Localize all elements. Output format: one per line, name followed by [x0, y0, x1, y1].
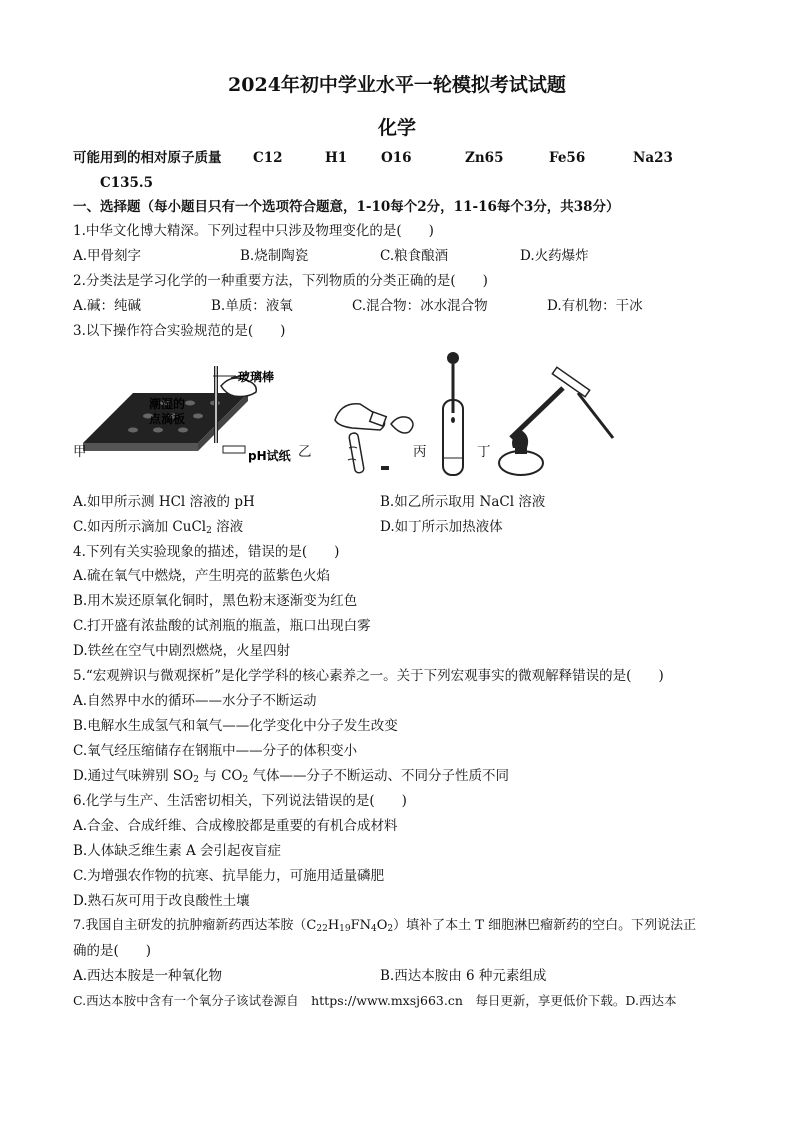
fig-label-jia: 甲 [73, 444, 87, 460]
heating-figure [499, 367, 613, 475]
q6-option-a: A.合金、合成纤维、合成橡胶都是重要的有机合成材料 [73, 818, 398, 834]
fig-label-bing: 丙 [413, 444, 427, 460]
dropper-figure [443, 352, 463, 475]
q3-figure [73, 348, 633, 483]
q3-option-d: D.如丁所示加热液体 [380, 519, 503, 535]
ph-paper-label: pH试纸 [248, 449, 291, 463]
q6-option-c: C.为增强农作物的抗寒、抗旱能力，可施用适量磷肥 [73, 868, 385, 884]
atomic-mass-zn: Zn65 [465, 150, 504, 166]
atomic-mass-na: Na23 [633, 150, 673, 166]
q1-option-a: A.甲骨刻字 [73, 248, 142, 264]
q5-option-d: D.通过气味辨别 $SO_2$ 与 $CO_2$ 气体——分子不断运动、不同分子性质不同 [73, 768, 509, 785]
q5-option-a: A.自然界中水的循环——水分子不断运动 [73, 693, 317, 709]
q6-option-b: B.人体缺乏维生素 A 会引起夜盲症 [73, 843, 282, 859]
q2-stem: 2.分类法是学习化学的一种重要方法，下列物质的分类正确的是( ) [73, 273, 488, 289]
q6-option-d: D.熟石灰可用于改良酸性土壤 [73, 893, 250, 909]
atomic-mass-c: C12 [253, 150, 283, 166]
q5-option-b: B.电解水生成氢气和氧气——化学变化中分子发生改变 [73, 718, 398, 734]
fig-label-yi: 乙 [298, 444, 312, 460]
atomic-mass-cl: C135.5 [100, 175, 154, 191]
subject-title: 化学 [377, 117, 416, 139]
q3-option-c: C.如丙所示滴加 CuCl$_2$ 溶液 [73, 519, 244, 536]
section-heading: 一、选择题（每小题目只有一个选项符合题意，1-10每个2分，11-16每个3分，共38分） [73, 199, 620, 215]
pouring-figure [335, 404, 413, 474]
q1-option-c: C.粮食酿酒 [380, 248, 449, 264]
exam-title: 2024年初中学业水平一轮模拟考试试题 [228, 74, 566, 96]
q4-option-a: A.硫在氧气中燃烧，产生明亮的蓝紫色火焰 [73, 568, 331, 584]
q2-option-c: C.混合物：冰水混合物 [352, 298, 488, 314]
q1-option-d: D.火药爆炸 [520, 248, 589, 264]
atomic-mass-fe: Fe56 [549, 150, 586, 166]
q4-option-b: B.用木炭还原氧化铜时，黑色粉末逐渐变为红色 [73, 593, 358, 609]
plate-label-line2: 点滴板 [149, 412, 186, 426]
atomic-mass-label: 可能用到的相对原子质量 [73, 150, 222, 166]
q3-option-a: A.如甲所示测 HCl 溶液的 pH [73, 494, 255, 510]
plate-label-line1: 潮湿的 [149, 397, 186, 411]
q1-option-b: B.烧制陶瓷 [240, 248, 309, 264]
q1-stem: 1.中华文化博大精深。下列过程中只涉及物理变化的是( ) [73, 223, 434, 239]
atomic-mass-o: O16 [381, 150, 412, 166]
atomic-mass-h: H1 [325, 150, 348, 166]
q2-option-b: B.单质：液氧 [211, 298, 293, 314]
fig-label-ding: 丁 [477, 444, 491, 460]
q7-stem-line2: 确的是( ) [73, 943, 152, 959]
q4-stem: 4.下列有关实验现象的描述，错误的是( ) [73, 544, 340, 560]
q4-option-c: C.打开盛有浓盐酸的试剂瓶的瓶盖，瓶口出现白雾 [73, 618, 371, 634]
q7-option-a: A.西达本胺是一种氧化物 [73, 968, 223, 984]
q7-stem: 7.我国自主研发的抗肿瘤新药西达苯胺$(C_{22}H_{19}FN_4O_2)$填补了本土 T 细胞淋巴瘤新药的空白。下列说法正 [73, 918, 697, 934]
q3-option-b: B.如乙所示取用 NaCl 溶液 [380, 494, 546, 510]
q6-stem: 6.化学与生产、生活密切相关，下列说法错误的是( ) [73, 793, 407, 809]
q7-option-b: B.西达本胺由 6 种元素组成 [380, 968, 547, 984]
q4-option-d: D.铁丝在空气中剧烈燃烧，火星四射 [73, 643, 291, 659]
glass-rod-label: 玻璃棒 [238, 370, 275, 384]
q3-stem: 3.以下操作符合实验规范的是( ) [73, 323, 286, 339]
q5-stem: 5.“宏观辨识与微观探析”是化学学科的核心素养之一。关于下列宏观事实的微观解释错误的是( ) [73, 668, 664, 684]
q7-option-c: C.西达本胺中含有一个氧分子该试卷源自 https://www.mxsj663.cn 每日更新，享更低价下载。D.西达本 [73, 993, 677, 1008]
q2-option-d: D.有机物：干冰 [547, 298, 643, 314]
q5-option-c: C.氧气经压缩储存在钢瓶中——分子的体积变小 [73, 743, 358, 759]
q2-option-a: A.碱：纯碱 [73, 298, 142, 314]
